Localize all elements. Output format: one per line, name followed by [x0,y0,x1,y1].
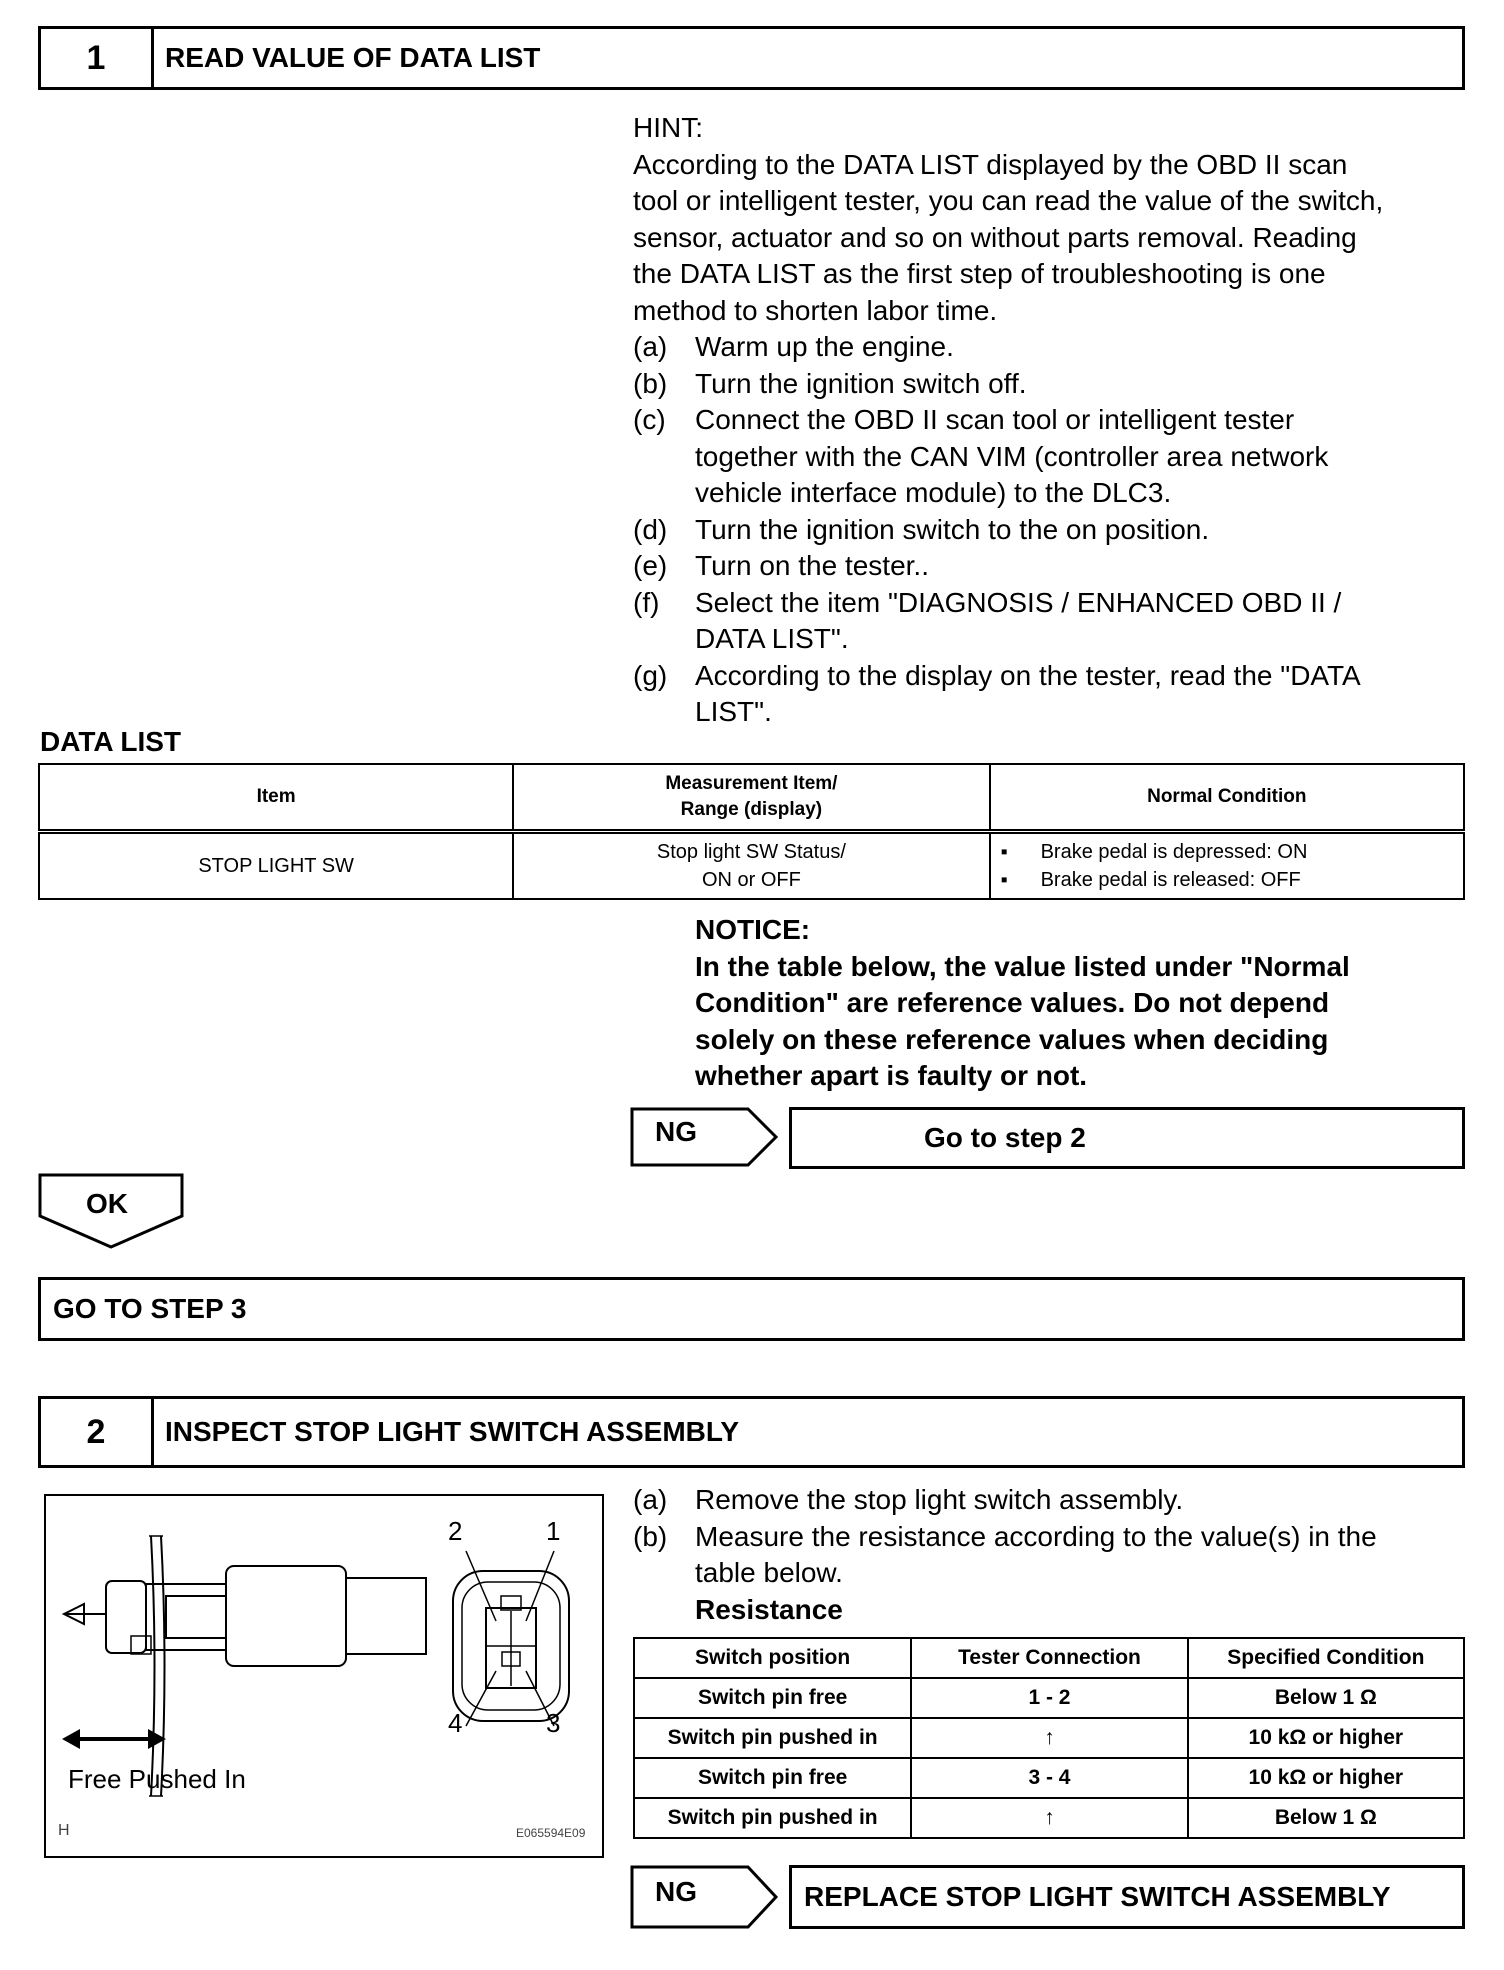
go-to-step2-text: Go to step 2 [924,1122,1086,1153]
same-as-above-arrow-icon: ↑ [911,1718,1187,1758]
hint-label: HINT: [633,112,703,143]
hint-line: method to shorten labor time. [633,294,998,326]
step-g: (g) According to the display on the tester, read the "DATA LIST". [633,659,1361,727]
table-row: Switch pin free 3 - 4 10 kΩ or higher [634,1758,1464,1798]
step2-header [38,1396,1465,1468]
go-to-step3-text: GO TO STEP 3 [53,1293,247,1324]
hint-line: According to the DATA LIST displayed by the OBD II scan [633,148,1348,180]
table-row: Switch pin free 1 - 2 Below 1 Ω [634,1678,1464,1718]
go-to-step3-box[interactable] [38,1277,1465,1341]
ng-arrow-icon [630,1107,780,1167]
figure-caption: Free Pushed In [68,1764,246,1794]
step-c: (c) Connect the OBD II scan tool or intelligent tester together with the CAN VIM (controller area network vehicle interface module) to the DLC3. [633,404,1329,508]
hint-line: the DATA LIST as the first step of troubleshooting is one [633,258,1326,289]
notice-block: NOTICE: In the table below, the value listed under "Normal Condition" are reference values. Do not depend solely on these reference values when deciding whether apart is faulty or not. [695,912,1455,1095]
replace-switch-box[interactable] [789,1865,1465,1929]
step-f: (f) Select the item "DIAGNOSIS / ENHANCED OBD II / DATA LIST". [633,586,1342,654]
notice-label: NOTICE: [695,914,811,945]
step1-number: 1 [41,29,154,87]
step-d: (d) Turn the ignition switch to the on position. [633,513,1210,545]
switch-figure [44,1494,604,1858]
step-b: (b) Turn the ignition switch off. [633,367,1027,399]
step1-header [38,26,1465,90]
hint-line: sensor, actuator and so on without parts removal. Reading [633,221,1357,253]
header-normal-condition: Normal Condition [990,764,1464,832]
stop-light-switch-drawing [46,1496,602,1856]
ng-label-2: NG [655,1876,697,1907]
resistance-header-row: Switch position Tester Connection Specified Condition [634,1638,1464,1678]
same-as-above-arrow-icon: ↑ [911,1798,1187,1838]
hint-line: tool or intelligent tester, you can read the value of the switch, [633,185,1384,216]
pin-label-1: 1 [546,1516,561,1546]
cell-normal-condition: ▪ Brake pedal is depressed: ON ▪ Brake pedal is released: OFF [990,832,1464,900]
table-row: Switch pin pushed in ↑ Below 1 Ω [634,1798,1464,1838]
figure-corner-letter: H [58,1822,70,1839]
step2-b: (b) Measure the resistance according to the value(s) in the table below. Resistance [633,1519,1463,1629]
pin-label-4: 4 [448,1708,463,1738]
data-list-row [39,832,1464,900]
step-e: (e) Turn on the tester.. [633,550,929,581]
resistance-table [633,1637,1465,1839]
data-list-header-row [39,764,1464,832]
go-to-step2-box[interactable] [789,1107,1465,1169]
step2-instructions [633,1482,1463,1628]
cell-measurement: Stop light SW Status/ ON or OFF [513,832,989,900]
resistance-title: Resistance [695,1593,843,1625]
step2-number: 2 [41,1399,154,1465]
ng-arrow-icon [630,1865,780,1929]
data-list-table [38,763,1465,900]
header-item: Item [39,764,513,832]
step-a: (a) Warm up the engine. [633,331,954,362]
header-measurement: Measurement Item/ Range (display) [513,764,989,832]
ng-label-1: NG [655,1116,697,1147]
pin-label-2: 2 [448,1516,463,1546]
bullet-icon: ▪ [1000,869,1008,891]
ok-label: OK [86,1188,128,1219]
step1-title: READ VALUE OF DATA LIST [165,42,541,73]
hint-block [633,110,1463,731]
step2-title: INSPECT STOP LIGHT SWITCH ASSEMBLY [165,1416,740,1447]
bullet-icon: ▪ [1000,841,1008,863]
step2-a: (a) Remove the stop light switch assembly. [633,1484,1184,1515]
data-list-title: DATA LIST [40,726,182,757]
replace-switch-text: REPLACE STOP LIGHT SWITCH ASSEMBLY [804,1881,1391,1912]
figure-code: E065594E09 [516,1826,586,1840]
pin-label-3: 3 [546,1708,561,1738]
cell-item: STOP LIGHT SW [39,832,513,900]
table-row: Switch pin pushed in ↑ 10 kΩ or higher [634,1718,1464,1758]
